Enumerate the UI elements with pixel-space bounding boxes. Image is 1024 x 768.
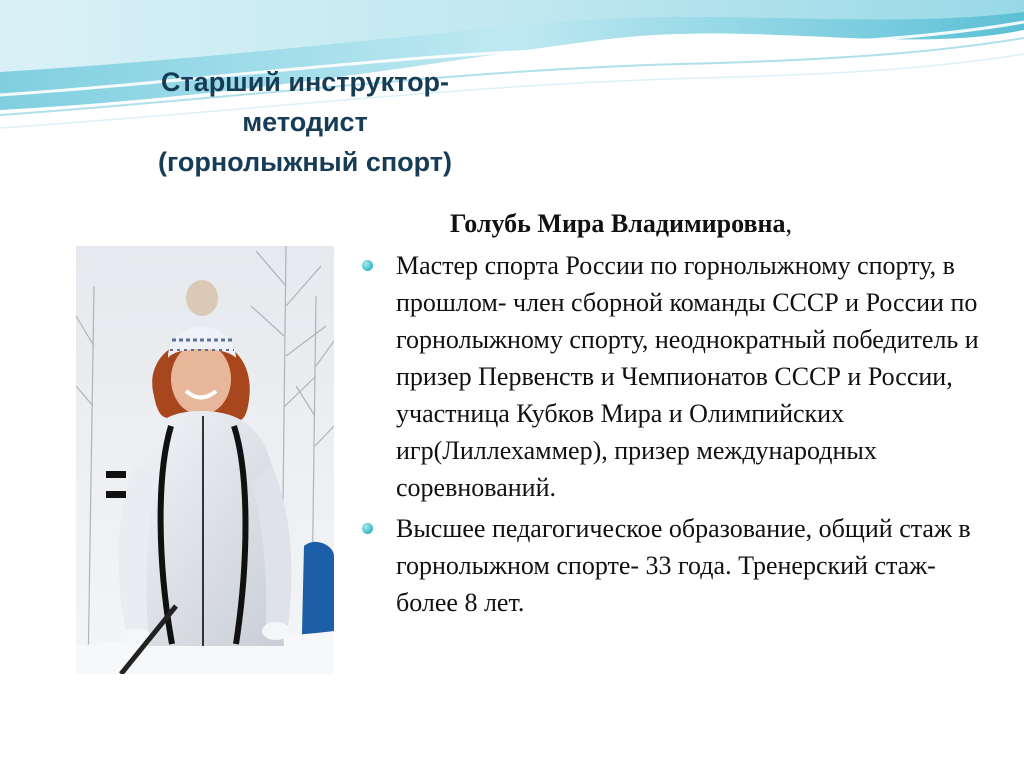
bullet-text: Мастер спорта России по горнолыжному спорту, в прошлом- член сборной команды СССР и России по горнолыжному спорту, неоднократный победитель и призер Первенств и Чемпионатов СССР и России, участница Кубков Мира и Олимпийских игр(Лиллехаммер), призер международных соревнований.	[396, 251, 979, 502]
title-line: Старший инструктор-	[160, 67, 450, 97]
person-name-line	[450, 205, 1000, 243]
person-name: Голубь Мира Владимировна	[450, 209, 786, 238]
bullet-dot-icon	[362, 260, 373, 271]
list-item	[360, 510, 1000, 621]
bullet-dot-icon	[362, 523, 373, 534]
person-name-suffix: ,	[785, 209, 792, 238]
title-line: (горнолыжный спорт)	[158, 147, 452, 177]
list-item	[360, 247, 1000, 506]
bullet-list	[360, 247, 1000, 621]
content-block	[360, 205, 1000, 625]
instructor-photo	[76, 246, 334, 674]
bullet-text: Высшее педагогическое образование, общий стаж в горнолыжном спорте- 33 года. Тренерский стаж- более 8 лет.	[396, 514, 971, 617]
title-line: методист	[242, 107, 368, 137]
slide-title	[110, 62, 500, 182]
